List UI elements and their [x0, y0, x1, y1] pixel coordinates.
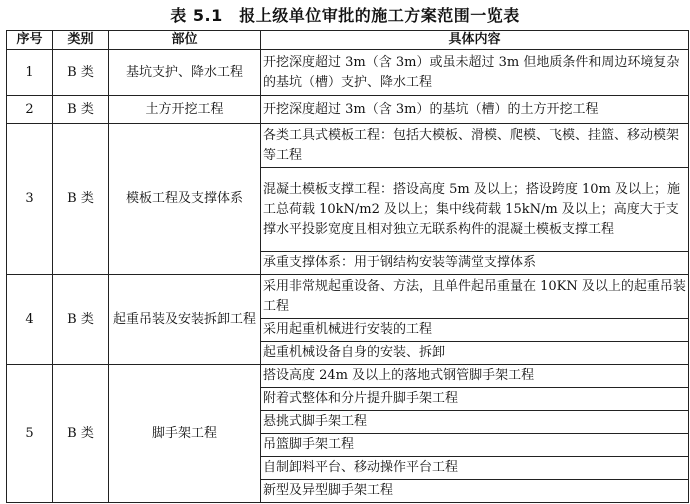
row-category: B 类: [53, 365, 109, 503]
row-item: 起重机械设备自身的安装、拆卸: [261, 342, 689, 365]
row-no: 1: [7, 50, 53, 96]
row-no: 3: [7, 124, 53, 275]
row-item: 承重支撑体系：用于钢结构安装等满堂支撑体系: [261, 252, 689, 275]
row-item: 采用非常规起重设备、方法，且单件起吊重量在 10KN 及以上的起重吊装工程: [261, 275, 689, 319]
row-item: 开挖深度超过 3m（含 3m）或虽未超过 3m 但地质条件和周边环境复杂的基坑（槽）支护、降水工程: [261, 50, 689, 96]
header-content: 具体内容: [261, 31, 689, 50]
scope-table: [6, 30, 689, 503]
table-row: [7, 50, 689, 96]
row-part: 模板工程及支撑体系: [109, 124, 261, 275]
row-category: B 类: [53, 124, 109, 275]
row-category: B 类: [53, 96, 109, 124]
row-category: B 类: [53, 275, 109, 365]
table-row: [7, 365, 689, 388]
row-part: 土方开挖工程: [109, 96, 261, 124]
row-no: 4: [7, 275, 53, 365]
row-item: 各类工具式模板工程：包括大模板、滑模、爬模、飞模、挂篮、移动模架等工程: [261, 124, 689, 168]
table-row: [7, 96, 689, 124]
row-item: 采用起重机械进行安装的工程: [261, 319, 689, 342]
table-row: [7, 275, 689, 319]
header-category: 类别: [53, 31, 109, 50]
header-no: 序号: [7, 31, 53, 50]
row-item: 新型及异型脚手架工程: [261, 480, 689, 503]
row-no: 2: [7, 96, 53, 124]
table-row: [7, 124, 689, 168]
header-part: 部位: [109, 31, 261, 50]
row-item: 搭设高度 24m 及以上的落地式钢管脚手架工程: [261, 365, 689, 388]
row-item: 开挖深度超过 3m（含 3m）的基坑（槽）的土方开挖工程: [261, 96, 689, 124]
table-title: 表 5.1 报上级单位审批的施工方案范围一览表: [170, 6, 520, 25]
row-item: 混凝土模板支撑工程：搭设高度 5m 及以上；搭设跨度 10m 及以上；施工总荷载 10kN/m2 及以上；集中线荷载 15kN/m 及以上；高度大于支撑水平投影宽度且相对独立无联系构件的混凝土模板支撑工程: [261, 168, 689, 252]
row-item: 自制卸料平台、移动操作平台工程: [261, 457, 689, 480]
row-item: 悬挑式脚手架工程: [261, 411, 689, 434]
row-part: 脚手架工程: [109, 365, 261, 503]
row-no: 5: [7, 365, 53, 503]
row-part: 基坑支护、降水工程: [109, 50, 261, 96]
row-category: B 类: [53, 50, 109, 96]
row-item: 附着式整体和分片提升脚手架工程: [261, 388, 689, 411]
header-row: [7, 31, 689, 50]
row-part: 起重吊装及安装拆卸工程: [109, 275, 261, 365]
row-item: 吊篮脚手架工程: [261, 434, 689, 457]
